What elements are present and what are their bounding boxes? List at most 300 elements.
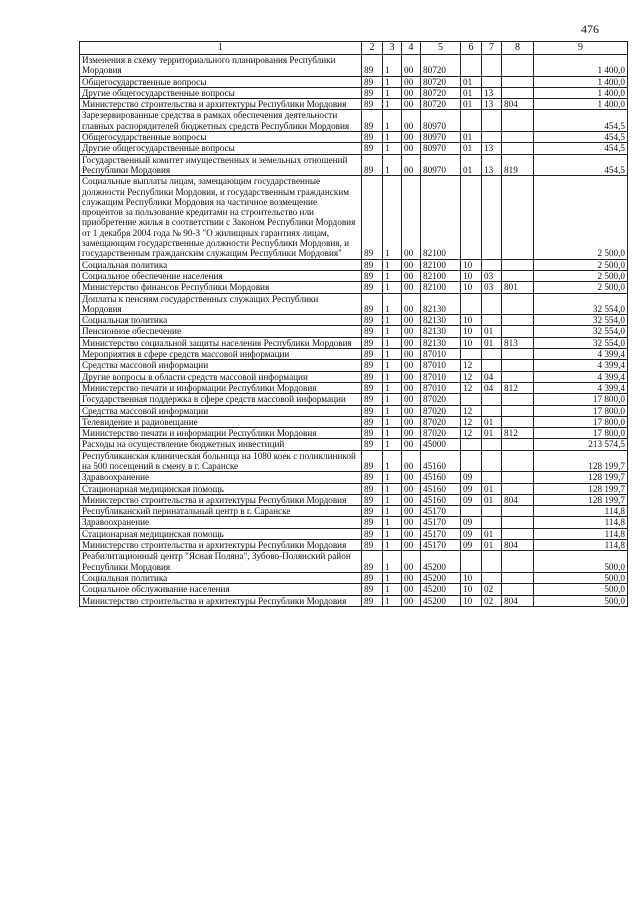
cell-name: Министерство строительства и архитектуры Республики Мордовия <box>80 99 362 110</box>
cell-code-2: 89 <box>362 405 383 416</box>
cell-code-5: 45200 <box>421 551 461 573</box>
cell-amount: 114,8 <box>534 540 628 551</box>
cell-code-7: 03 <box>482 270 502 281</box>
cell-amount: 2 500,0 <box>534 282 628 293</box>
cell-code-6: 09 <box>461 528 482 539</box>
cell-code-4: 00 <box>402 176 421 259</box>
cell-code-6 <box>461 55 482 77</box>
cell-code-3: 1 <box>383 293 402 315</box>
cell-code-3: 1 <box>383 428 402 439</box>
cell-code-7 <box>482 76 502 87</box>
cell-code-5: 87020 <box>421 394 461 405</box>
cell-amount: 17 800,0 <box>534 405 628 416</box>
table-row <box>80 76 628 87</box>
table-row <box>80 595 628 606</box>
cell-code-8 <box>502 315 534 326</box>
table-row <box>80 450 628 472</box>
cell-code-7: 04 <box>482 371 502 382</box>
cell-code-7 <box>482 394 502 405</box>
table-row <box>80 416 628 427</box>
cell-code-4: 00 <box>402 382 421 393</box>
column-header-7: 7 <box>482 42 502 55</box>
table-row <box>80 282 628 293</box>
cell-code-8: 819 <box>502 154 534 176</box>
cell-code-7 <box>482 110 502 132</box>
cell-name: Социальное обеспечение населения <box>80 270 362 281</box>
cell-code-8 <box>502 76 534 87</box>
cell-code-3: 1 <box>383 394 402 405</box>
cell-code-4: 00 <box>402 416 421 427</box>
cell-code-7: 13 <box>482 154 502 176</box>
cell-code-3: 1 <box>383 337 402 348</box>
cell-code-6 <box>461 551 482 573</box>
cell-code-3: 1 <box>383 506 402 517</box>
cell-code-3: 1 <box>383 517 402 528</box>
cell-code-4: 00 <box>402 551 421 573</box>
cell-code-2: 89 <box>362 360 383 371</box>
cell-code-5: 87010 <box>421 360 461 371</box>
cell-code-5: 87010 <box>421 382 461 393</box>
cell-code-7 <box>482 517 502 528</box>
table-row <box>80 143 628 154</box>
cell-code-8: 804 <box>502 540 534 551</box>
cell-code-2: 89 <box>362 528 383 539</box>
cell-code-8 <box>502 259 534 270</box>
cell-code-6: 10 <box>461 572 482 583</box>
cell-code-3: 1 <box>383 315 402 326</box>
cell-code-4: 00 <box>402 337 421 348</box>
cell-name: Социальная политика <box>80 259 362 270</box>
cell-amount: 114,8 <box>534 528 628 539</box>
table-row <box>80 110 628 132</box>
cell-code-7: 04 <box>482 382 502 393</box>
cell-code-2: 89 <box>362 110 383 132</box>
cell-code-5: 45160 <box>421 483 461 494</box>
cell-code-4: 00 <box>402 450 421 472</box>
cell-code-6: 09 <box>461 517 482 528</box>
cell-code-5: 80720 <box>421 99 461 110</box>
cell-name: Республиканский перинатальный центр в г. Саранске <box>80 506 362 517</box>
cell-code-5: 45170 <box>421 517 461 528</box>
cell-code-2: 89 <box>362 315 383 326</box>
cell-code-2: 89 <box>362 143 383 154</box>
cell-code-7 <box>482 551 502 573</box>
table-row <box>80 99 628 110</box>
table-row <box>80 584 628 595</box>
cell-code-6: 10 <box>461 259 482 270</box>
cell-code-5: 80970 <box>421 154 461 176</box>
cell-code-2: 89 <box>362 494 383 505</box>
cell-code-7: 03 <box>482 282 502 293</box>
cell-code-6: 12 <box>461 360 482 371</box>
cell-code-4: 00 <box>402 517 421 528</box>
table-row <box>80 382 628 393</box>
cell-code-6: 01 <box>461 154 482 176</box>
column-header-6: 6 <box>461 42 482 55</box>
cell-code-7 <box>482 315 502 326</box>
cell-code-2: 89 <box>362 282 383 293</box>
cell-code-3: 1 <box>383 528 402 539</box>
cell-code-6: 01 <box>461 143 482 154</box>
cell-code-2: 89 <box>362 337 383 348</box>
cell-amount: 114,8 <box>534 506 628 517</box>
cell-code-8: 804 <box>502 494 534 505</box>
cell-code-5: 87020 <box>421 428 461 439</box>
cell-amount: 213 574,5 <box>534 439 628 450</box>
cell-code-3: 1 <box>383 282 402 293</box>
cell-code-6: 12 <box>461 382 482 393</box>
cell-code-2: 89 <box>362 371 383 382</box>
cell-code-2: 89 <box>362 450 383 472</box>
cell-code-8: 812 <box>502 428 534 439</box>
cell-code-7 <box>482 293 502 315</box>
table-row <box>80 349 628 360</box>
header-row <box>80 42 628 55</box>
cell-code-3: 1 <box>383 176 402 259</box>
cell-code-5: 45160 <box>421 450 461 472</box>
cell-code-7: 13 <box>482 143 502 154</box>
cell-code-8 <box>502 439 534 450</box>
cell-code-6 <box>461 450 482 472</box>
cell-code-2: 89 <box>362 293 383 315</box>
cell-code-5: 45160 <box>421 472 461 483</box>
cell-name: Министерство печати и информации Республики Мордовия <box>80 382 362 393</box>
cell-code-3: 1 <box>383 494 402 505</box>
cell-amount: 128 199,7 <box>534 472 628 483</box>
column-header-3: 3 <box>383 42 402 55</box>
cell-code-4: 00 <box>402 483 421 494</box>
cell-code-3: 1 <box>383 259 402 270</box>
cell-amount: 2 500,0 <box>534 259 628 270</box>
cell-code-4: 00 <box>402 584 421 595</box>
cell-code-3: 1 <box>383 472 402 483</box>
cell-code-4: 00 <box>402 472 421 483</box>
cell-name: Республиканская клиническая больница на 1080 коек с поликлиникой на 500 посещений в смену в г. Саранске <box>80 450 362 472</box>
cell-name: Стационарная медицинская помощь <box>80 483 362 494</box>
cell-code-4: 00 <box>402 371 421 382</box>
cell-name: Социальное обслуживание населения <box>80 584 362 595</box>
cell-code-6: 09 <box>461 494 482 505</box>
cell-name: Министерство строительства и архитектуры Республики Мордовия <box>80 595 362 606</box>
cell-code-4: 00 <box>402 326 421 337</box>
cell-code-4: 00 <box>402 360 421 371</box>
table-row <box>80 540 628 551</box>
cell-amount: 454,5 <box>534 110 628 132</box>
cell-amount: 128 199,7 <box>534 483 628 494</box>
cell-code-6: 10 <box>461 326 482 337</box>
cell-code-5: 45000 <box>421 439 461 450</box>
cell-code-4: 00 <box>402 349 421 360</box>
cell-amount: 454,5 <box>534 132 628 143</box>
cell-name: Социальная политика <box>80 572 362 583</box>
cell-code-6: 12 <box>461 428 482 439</box>
cell-code-8 <box>502 472 534 483</box>
cell-code-6: 10 <box>461 584 482 595</box>
cell-code-3: 1 <box>383 540 402 551</box>
cell-code-4: 00 <box>402 87 421 98</box>
cell-code-6: 01 <box>461 99 482 110</box>
cell-amount: 500,0 <box>534 595 628 606</box>
cell-code-4: 00 <box>402 110 421 132</box>
cell-code-5: 82100 <box>421 270 461 281</box>
cell-code-3: 1 <box>383 326 402 337</box>
cell-code-8: 804 <box>502 595 534 606</box>
cell-code-8 <box>502 394 534 405</box>
cell-code-4: 00 <box>402 572 421 583</box>
cell-code-8 <box>502 551 534 573</box>
column-header-4: 4 <box>402 42 421 55</box>
cell-code-5: 80720 <box>421 76 461 87</box>
cell-name: Мероприятия в сфере средств массовой информации <box>80 349 362 360</box>
table-row <box>80 439 628 450</box>
budget-table <box>79 41 628 607</box>
cell-name: Расходы на осуществление бюджетных инвестиций <box>80 439 362 450</box>
cell-name: Здравоохранение <box>80 517 362 528</box>
table-row <box>80 472 628 483</box>
cell-code-7: 01 <box>482 528 502 539</box>
cell-code-5: 45200 <box>421 572 461 583</box>
cell-code-5: 80720 <box>421 55 461 77</box>
cell-name: Общегосударственные вопросы <box>80 132 362 143</box>
cell-code-2: 89 <box>362 382 383 393</box>
cell-code-4: 00 <box>402 76 421 87</box>
cell-name: Государственный комитет имущественных и земельных отношений Республики Мордовия <box>80 154 362 176</box>
cell-code-8: 812 <box>502 382 534 393</box>
cell-code-8 <box>502 572 534 583</box>
cell-amount: 4 399,4 <box>534 382 628 393</box>
cell-code-2: 89 <box>362 55 383 77</box>
cell-code-7 <box>482 176 502 259</box>
cell-amount: 500,0 <box>534 572 628 583</box>
cell-code-8 <box>502 360 534 371</box>
cell-code-7: 01 <box>482 337 502 348</box>
cell-code-8 <box>502 55 534 77</box>
cell-amount: 2 500,0 <box>534 270 628 281</box>
column-header-2: 2 <box>362 42 383 55</box>
table-row <box>80 428 628 439</box>
cell-amount: 1 400,0 <box>534 76 628 87</box>
cell-code-6: 09 <box>461 540 482 551</box>
table-row <box>80 337 628 348</box>
cell-code-3: 1 <box>383 55 402 77</box>
cell-name: Социальная политика <box>80 315 362 326</box>
cell-amount: 1 400,0 <box>534 87 628 98</box>
cell-code-5: 82100 <box>421 259 461 270</box>
table-row <box>80 315 628 326</box>
cell-name: Средства массовой информации <box>80 405 362 416</box>
cell-code-4: 00 <box>402 540 421 551</box>
cell-code-2: 89 <box>362 132 383 143</box>
cell-code-2: 89 <box>362 472 383 483</box>
cell-code-4: 00 <box>402 428 421 439</box>
table-row <box>80 394 628 405</box>
cell-amount: 32 554,0 <box>534 293 628 315</box>
cell-amount: 128 199,7 <box>534 494 628 505</box>
cell-code-4: 00 <box>402 293 421 315</box>
table-row <box>80 494 628 505</box>
cell-code-7 <box>482 360 502 371</box>
cell-code-5: 80970 <box>421 110 461 132</box>
cell-name: Министерство социальной защиты населения Республики Мордовия <box>80 337 362 348</box>
cell-code-7 <box>482 259 502 270</box>
cell-code-5: 87020 <box>421 405 461 416</box>
cell-name: Стационарная медицинская помощь <box>80 528 362 539</box>
cell-code-6 <box>461 110 482 132</box>
cell-amount: 1 400,0 <box>534 99 628 110</box>
cell-name: Средства массовой информации <box>80 360 362 371</box>
cell-code-5: 87020 <box>421 416 461 427</box>
table-row <box>80 405 628 416</box>
cell-amount: 17 800,0 <box>534 394 628 405</box>
cell-code-3: 1 <box>383 132 402 143</box>
cell-name: Министерство строительства и архитектуры Республики Мордовия <box>80 494 362 505</box>
cell-code-4: 00 <box>402 154 421 176</box>
cell-code-6: 10 <box>461 595 482 606</box>
cell-code-5: 80720 <box>421 87 461 98</box>
cell-amount: 114,8 <box>534 517 628 528</box>
cell-name: Общегосударственные вопросы <box>80 76 362 87</box>
cell-code-5: 45200 <box>421 584 461 595</box>
cell-name: Зарезервированные средства в рамках обеспечения деятельности главных распорядителей бюджетных средств Республики Мордовия <box>80 110 362 132</box>
cell-code-2: 89 <box>362 572 383 583</box>
cell-code-3: 1 <box>383 572 402 583</box>
cell-code-6 <box>461 439 482 450</box>
cell-code-6: 12 <box>461 371 482 382</box>
cell-code-8 <box>502 450 534 472</box>
cell-amount: 500,0 <box>534 584 628 595</box>
cell-code-4: 00 <box>402 506 421 517</box>
cell-code-3: 1 <box>383 382 402 393</box>
cell-code-2: 89 <box>362 259 383 270</box>
table-row <box>80 371 628 382</box>
cell-code-5: 82100 <box>421 176 461 259</box>
cell-code-7 <box>482 405 502 416</box>
cell-code-7: 01 <box>482 326 502 337</box>
cell-name: Реабилитационный центр "Ясная Поляна", Зубово-Полянский район Республики Мордовия <box>80 551 362 573</box>
cell-name: Министерство печати и информации Республики Мордовия <box>80 428 362 439</box>
cell-code-6: 09 <box>461 472 482 483</box>
cell-code-8 <box>502 87 534 98</box>
table-row <box>80 528 628 539</box>
cell-amount: 454,5 <box>534 154 628 176</box>
cell-code-7 <box>482 506 502 517</box>
cell-code-6: 01 <box>461 132 482 143</box>
cell-code-7 <box>482 450 502 472</box>
cell-code-3: 1 <box>383 450 402 472</box>
cell-name: Доплаты к пенсиям государственных служащих Республики Мордовия <box>80 293 362 315</box>
cell-code-8 <box>502 371 534 382</box>
cell-code-8 <box>502 405 534 416</box>
cell-amount: 454,5 <box>534 143 628 154</box>
cell-code-3: 1 <box>383 143 402 154</box>
cell-code-4: 00 <box>402 439 421 450</box>
cell-amount: 17 800,0 <box>534 416 628 427</box>
cell-code-7: 01 <box>482 483 502 494</box>
cell-code-3: 1 <box>383 270 402 281</box>
cell-code-5: 45170 <box>421 506 461 517</box>
cell-code-7: 01 <box>482 416 502 427</box>
cell-code-4: 00 <box>402 143 421 154</box>
cell-code-3: 1 <box>383 76 402 87</box>
column-header-1: 1 <box>80 42 362 55</box>
cell-amount: 32 554,0 <box>534 315 628 326</box>
cell-code-8 <box>502 293 534 315</box>
cell-code-6 <box>461 293 482 315</box>
cell-name: Другие вопросы в области средств массовой информации <box>80 371 362 382</box>
cell-code-3: 1 <box>383 416 402 427</box>
cell-code-5: 87010 <box>421 349 461 360</box>
cell-code-7: 01 <box>482 428 502 439</box>
cell-code-3: 1 <box>383 349 402 360</box>
cell-code-7: 01 <box>482 494 502 505</box>
cell-code-5: 80970 <box>421 143 461 154</box>
cell-code-3: 1 <box>383 584 402 595</box>
cell-code-8: 801 <box>502 282 534 293</box>
table-row <box>80 293 628 315</box>
table-row <box>80 506 628 517</box>
cell-code-6: 01 <box>461 87 482 98</box>
cell-code-5: 87010 <box>421 371 461 382</box>
cell-code-7: 02 <box>482 595 502 606</box>
cell-code-8 <box>502 506 534 517</box>
cell-code-6 <box>461 394 482 405</box>
cell-code-3: 1 <box>383 405 402 416</box>
cell-code-6: 12 <box>461 405 482 416</box>
cell-code-2: 89 <box>362 349 383 360</box>
cell-code-8: 813 <box>502 337 534 348</box>
cell-code-3: 1 <box>383 551 402 573</box>
cell-code-5: 82130 <box>421 337 461 348</box>
cell-code-7 <box>482 472 502 483</box>
cell-code-4: 00 <box>402 99 421 110</box>
table-row <box>80 551 628 573</box>
cell-code-2: 89 <box>362 326 383 337</box>
cell-code-2: 89 <box>362 270 383 281</box>
cell-code-3: 1 <box>383 110 402 132</box>
cell-code-8 <box>502 528 534 539</box>
cell-code-4: 00 <box>402 55 421 77</box>
cell-code-8 <box>502 483 534 494</box>
cell-name: Социальные выплаты лицам, замещающим государственные должности Республики Мордовия, и государственным гражданским служащим Республики Мордовия на частичное возмещение процентов за пользование кредитами на строительство или приобретение жилья в соответствии с Законом Республики Мордовия от 1 декабря 2004 года № 90-З "О жилищных гарантиях лицам, замещающим государственные должности Республики Мордовия, и государственным гражданским служащим Республики Мордовия" <box>80 176 362 259</box>
cell-code-8 <box>502 326 534 337</box>
cell-code-8 <box>502 143 534 154</box>
cell-amount: 500,0 <box>534 551 628 573</box>
cell-name: Здравоохранение <box>80 472 362 483</box>
cell-code-6: 10 <box>461 315 482 326</box>
cell-name: Другие общегосударственные вопросы <box>80 143 362 154</box>
cell-amount: 4 399,4 <box>534 371 628 382</box>
cell-code-2: 89 <box>362 394 383 405</box>
cell-code-2: 89 <box>362 506 383 517</box>
cell-code-4: 00 <box>402 259 421 270</box>
cell-code-3: 1 <box>383 154 402 176</box>
table-body <box>80 55 628 607</box>
cell-code-2: 89 <box>362 87 383 98</box>
cell-name: Пенсионное обеспечение <box>80 326 362 337</box>
cell-code-7 <box>482 349 502 360</box>
table-row <box>80 87 628 98</box>
cell-code-6 <box>461 506 482 517</box>
cell-code-2: 89 <box>362 439 383 450</box>
cell-code-4: 00 <box>402 270 421 281</box>
cell-code-3: 1 <box>383 483 402 494</box>
cell-code-8: 804 <box>502 99 534 110</box>
cell-code-2: 89 <box>362 551 383 573</box>
cell-code-7: 13 <box>482 99 502 110</box>
cell-amount: 128 199,7 <box>534 450 628 472</box>
cell-code-5: 82130 <box>421 293 461 315</box>
table-row <box>80 326 628 337</box>
